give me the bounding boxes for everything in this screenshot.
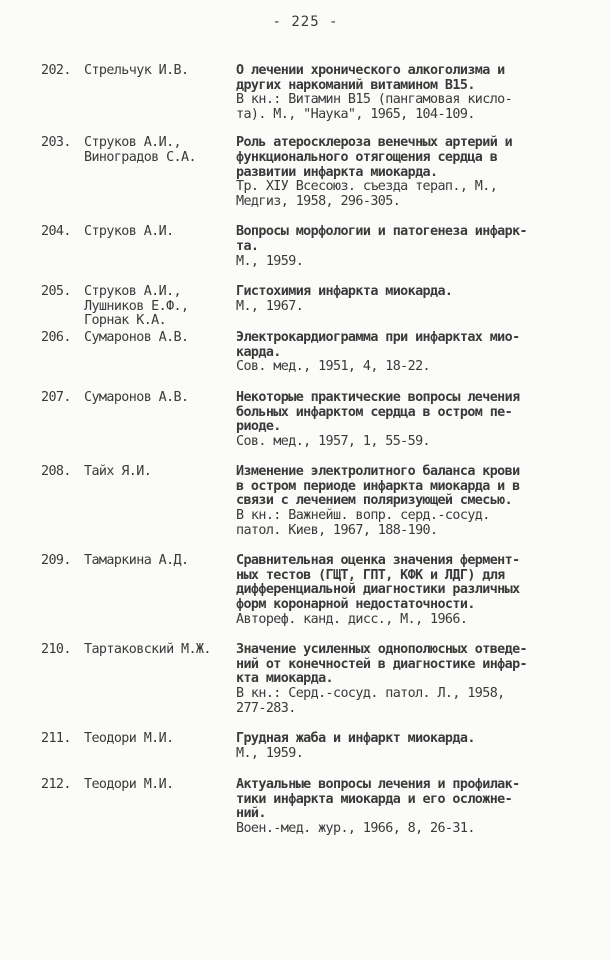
entry-authors xyxy=(84,554,234,569)
entry-source xyxy=(236,747,588,762)
entry-authors xyxy=(84,391,234,406)
entry-title xyxy=(236,643,588,687)
entry-reference xyxy=(236,331,588,375)
entry-title xyxy=(236,778,588,822)
entry-source xyxy=(236,613,588,628)
source-line: та). М., "Наука", 1965, 104-109. xyxy=(236,106,475,122)
title-line: Грудная жаба и инфаркт миокарда. xyxy=(236,731,475,747)
entry-authors xyxy=(84,465,234,480)
title-line: Роль атеросклероза венечных артерий и xyxy=(236,135,513,151)
title-line: дифференциальной диагностики различных xyxy=(236,582,520,598)
author-name: Теодори М.И. xyxy=(84,731,174,747)
entry-reference xyxy=(236,136,588,209)
title-line: риоде. xyxy=(236,419,281,435)
author-name: Горнак К.А. xyxy=(84,313,167,329)
source-line: М., 1959. xyxy=(236,745,304,761)
entry-number: 211. xyxy=(41,731,71,747)
author-name: Сумаронов А.В. xyxy=(84,330,189,346)
entry-source xyxy=(236,435,588,450)
entry-authors xyxy=(84,643,234,658)
entry-title xyxy=(236,331,588,360)
author-name: Тартаковский М.Ж. xyxy=(84,642,211,658)
author-name: Виноградов С.А. xyxy=(84,149,196,165)
title-line: Значение усиленных однополюсных отведе- xyxy=(236,642,528,658)
entry-title xyxy=(236,732,588,747)
title-line: развитии инфаркта миокарда. xyxy=(236,164,438,180)
entry-reference xyxy=(236,225,588,269)
source-line: Сов. мед., 1951, 4, 18-22. xyxy=(236,359,431,375)
entry-number: 207. xyxy=(41,389,71,405)
bibliography-entry xyxy=(0,554,611,627)
entry-reference xyxy=(236,285,588,314)
source-line: В кн.: Серд.-сосуд. патол. Л., 1958, xyxy=(236,686,505,701)
bibliography-entry xyxy=(0,225,611,269)
entry-number: 203. xyxy=(41,135,71,151)
title-line: Гистохимия инфаркта миокарда. xyxy=(236,284,453,300)
bibliography-entry xyxy=(0,391,611,449)
author-name: Струков А.И., xyxy=(84,135,182,151)
entry-source xyxy=(236,180,588,209)
entry-source xyxy=(236,687,588,716)
source-line: Тр. XIУ Всесоюз. съезда терап., М., xyxy=(236,179,498,195)
source-line: Воен.-мед. жур., 1966, 8, 26-31. xyxy=(236,820,475,836)
bibliography-entry xyxy=(0,331,611,375)
entry-source xyxy=(236,822,588,837)
entry-authors xyxy=(84,225,234,240)
title-line: тики инфаркта миокарда и его осложне- xyxy=(236,791,513,807)
bibliography-entry xyxy=(0,64,611,122)
title-line: форм коронарной недостаточности. xyxy=(236,597,475,613)
entry-reference xyxy=(236,643,588,716)
source-line: Автореф. канд. дисс., М., 1966. xyxy=(236,611,468,627)
entry-title xyxy=(236,465,588,509)
bibliography-entry xyxy=(0,136,611,209)
source-line: М., 1967. xyxy=(236,298,304,314)
entry-number: 204. xyxy=(41,224,71,240)
entry-number: 205. xyxy=(41,284,71,300)
title-line: Изменение электролитного баланса крови xyxy=(236,464,520,480)
title-line: Сравнительная оценка значения фермент- xyxy=(236,553,520,569)
author-name: Струков А.И., xyxy=(84,284,182,300)
entry-reference xyxy=(236,554,588,627)
title-line: Электрокардиограмма при инфарктах мио- xyxy=(236,330,520,346)
entry-source xyxy=(236,300,588,315)
author-name: Тамаркина А.Д. xyxy=(84,553,189,569)
author-name: Струков А.И. xyxy=(84,224,174,240)
entry-title xyxy=(236,225,588,254)
bibliography-entry xyxy=(0,643,611,716)
source-line: Сов. мед., 1957, 1, 55-59. xyxy=(236,433,431,449)
title-line: ных тестов (ГЩТ, ГПТ, КФК и ЛДГ) для xyxy=(236,567,505,583)
entry-reference xyxy=(236,64,588,122)
entry-title xyxy=(236,554,588,612)
title-line: в остром периоде инфаркта миокарда и в xyxy=(236,478,520,494)
title-line: О лечении хронического алкоголизма и xyxy=(236,63,505,78)
entry-authors xyxy=(84,64,234,79)
entry-reference xyxy=(236,732,588,761)
title-line: Некоторые практические вопросы лечения xyxy=(236,389,520,405)
source-line: патол. Киев, 1967, 188-190. xyxy=(236,522,438,538)
title-line: ний от конечностей в диагностике инфар- xyxy=(236,656,528,672)
source-line: В кн.: Важнейш. вопр. серд.-сосуд. xyxy=(236,508,490,524)
bibliography-entry xyxy=(0,732,611,762)
entry-source xyxy=(236,360,588,375)
entry-authors xyxy=(84,285,234,329)
author-name: Стрельчук И.В. xyxy=(84,63,189,78)
title-line: карда. xyxy=(236,344,281,360)
entry-title xyxy=(236,391,588,435)
author-name: Сумаронов А.В. xyxy=(84,389,189,405)
author-name: Лушников Е.Ф., xyxy=(84,298,189,314)
entry-number: 209. xyxy=(41,553,71,569)
entry-number: 210. xyxy=(41,642,71,658)
source-line: В кн.: Витамин В15 (пангамовая кисло- xyxy=(236,92,513,108)
entry-source xyxy=(236,509,588,538)
entry-number: 202. xyxy=(41,63,71,78)
title-line: больных инфарктом сердца в остром пе- xyxy=(236,404,513,420)
title-line: функционального отягощения сердца в xyxy=(236,149,498,165)
bibliography-entry xyxy=(0,778,611,836)
entry-authors xyxy=(84,331,234,346)
entry-number: 206. xyxy=(41,330,71,346)
title-line: та. xyxy=(236,238,259,254)
entry-number: 208. xyxy=(41,464,71,480)
entry-reference xyxy=(236,778,588,836)
entry-reference xyxy=(236,465,588,538)
title-line: связи с лечением поляризующей смесью. xyxy=(236,493,513,509)
entry-source xyxy=(236,93,588,122)
page-number: - 225 - xyxy=(272,14,339,30)
entry-source xyxy=(236,255,588,270)
source-line: Медгиз, 1958, 296-305. xyxy=(236,193,401,209)
entry-reference xyxy=(236,391,588,449)
bibliography-entry xyxy=(0,465,611,538)
entry-authors xyxy=(84,778,234,793)
entry-title xyxy=(236,285,588,300)
title-line: Актуальные вопросы лечения и профилак- xyxy=(236,777,520,793)
title-line: ний. xyxy=(236,806,266,822)
entry-authors xyxy=(84,136,234,165)
source-line: 277-283. xyxy=(236,700,296,716)
title-line: других наркоманий витамином В15. xyxy=(236,77,475,93)
entry-title xyxy=(236,64,588,93)
author-name: Тайх Я.И. xyxy=(84,464,152,480)
entry-number: 212. xyxy=(41,777,71,793)
source-line: М., 1959. xyxy=(236,253,304,269)
title-line: кта миокарда. xyxy=(236,671,334,687)
author-name: Теодори М.И. xyxy=(84,777,174,793)
title-line: Вопросы морфологии и патогенеза инфарк- xyxy=(236,224,528,240)
bibliography-list xyxy=(0,64,611,853)
bibliography-entry xyxy=(0,284,611,329)
entry-title xyxy=(236,136,588,180)
entry-authors xyxy=(84,732,234,747)
